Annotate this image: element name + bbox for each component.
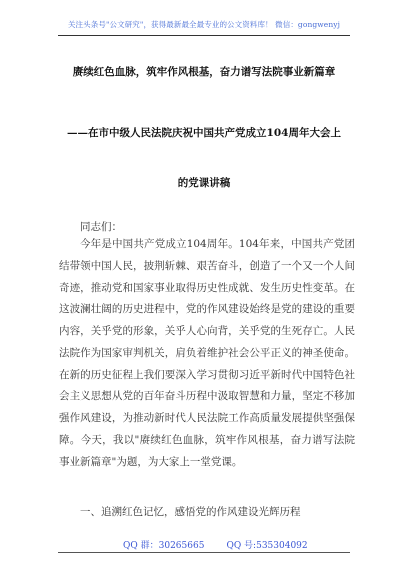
document-subtitle: ——在市中级人民法院庆祝中国共产党成立104周年大会上 — [67, 127, 341, 139]
footer-divider — [58, 552, 350, 553]
header-divider — [58, 35, 350, 36]
body-paragraph: 今年是中国共产党成立104周年。104年来，中国共产党团结带领中国人民，披荆斩棘、艰苦奋斗，创造了一个又一个人间奇迹，推动党和国家事业取得历史性成就、发生历史性变革。在这波澜壮阔的历史进程中，党的作风建设始终是党的建设的重要内容，关乎党的形象，关乎人心向背，关乎党的生死存亡。人民法院作为国家审判机关，肩负着维护社会公平正义的神圣使命。在新的历史征程上我们要深入学习贯彻习近平新时代中国特色社会主义思想从党的百年奋斗历程中汲取智慧和力量，坚定不移加强作风建设，为推动新时代人民法院工作高质量发展提供坚强保障。今天，我以"赓续红色血脉，筑牢作风根基，奋力谱写法院事业新篇章"为题，为大家上一堂党课。 — [59, 238, 355, 468]
footer-contact — [123, 538, 330, 551]
header-banner: 关注头条号"公文研究"，获得最新最全最专业的公文资料库！ 微信：gongwenyj — [67, 20, 341, 29]
document-title: 赓续红色血脉，筑牢作风根基，奋力谱写法院事业新篇章 — [72, 66, 336, 78]
qq-number: QQ 号:535304092 — [226, 541, 308, 551]
qq-group-number: QQ 群：30265665 — [123, 541, 205, 551]
salutation: 同志们： — [80, 221, 122, 233]
document-subtitle-continued: 的党课讲稿 — [177, 177, 231, 189]
section-heading: 一、追溯红色记忆，感悟党的作风建设光辉历程 — [80, 506, 301, 518]
